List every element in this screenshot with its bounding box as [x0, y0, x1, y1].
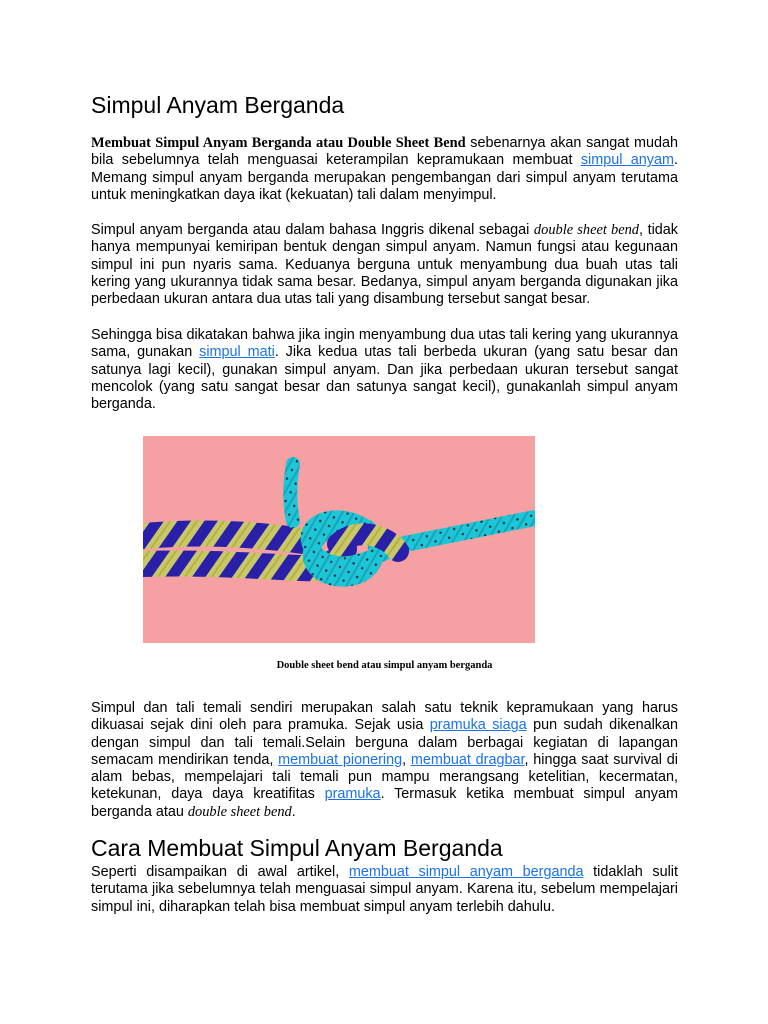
link-pramuka[interactable]: pramuka — [324, 786, 381, 803]
link-membuat-dragbar[interactable]: membuat dragbar — [410, 751, 525, 768]
knot-photo — [143, 436, 535, 643]
text-span: ketekunan, daya daya kreatifitas — [91, 786, 325, 803]
text-span: , tidak — [639, 222, 678, 238]
paragraph-howto — [91, 864, 678, 916]
text-line: Sehingga bisa dikatakan bahwa jika ingin menyambung dua utas tali kering yang ukurannya — [91, 327, 678, 343]
link-pramuka-siaga[interactable]: pramuka siaga — [429, 717, 527, 734]
text-span: sama, gunakan — [91, 344, 200, 361]
text-line — [91, 152, 678, 169]
paragraph-usage — [91, 327, 678, 413]
page-title: Simpul Anyam Berganda — [91, 92, 345, 118]
text-line — [91, 222, 678, 239]
text-line: alam bebas, mempelajari tali temali pun mampu merangsang ketelitian, kecermatan, — [91, 769, 678, 786]
text-span: . — [673, 152, 678, 169]
text-line: hanya mempunyai kemiripan bentuk dengan simpul anyam. Namun fungsi atau kegunaan — [91, 239, 678, 256]
link-membuat-simpul-anyam-berganda[interactable]: membuat simpul anyam berganda — [348, 864, 584, 880]
text-line — [91, 344, 678, 361]
text-line: kering yang ukurannya tidak sama besar. Bedanya, simpul anyam berganda digunakan jika — [91, 273, 678, 290]
text-span: Simpul anyam berganda atau dalam bahasa Inggris dikenal sebagai — [91, 222, 534, 238]
link-simpul-mati[interactable]: simpul mati — [199, 344, 275, 361]
text-line: untuk meningkatkan daya ikat (kekuatan) tali dalam menyimpul. — [91, 186, 497, 203]
text-span: , hingga saat survival di — [524, 751, 678, 768]
text-span: semacam mendirikan tenda, — [91, 751, 279, 768]
text-line — [91, 752, 678, 769]
text-line: perbedaan ukuran antara dua utas tali yang disambung tersebut sangat besar. — [91, 291, 591, 308]
text-span: , — [402, 751, 411, 768]
text-span: pun sudah dikenalkan — [526, 717, 678, 734]
text-span: Seperti disampaikan di awal artikel, — [91, 864, 349, 880]
text-line: Memang simpul anyam berganda merupakan pengembangan dari simpul anyam terutama — [91, 169, 678, 186]
text-line — [91, 864, 678, 881]
text-line: berganda. — [91, 396, 156, 413]
text-span: dikuasai sejak dini oleh para pramuka. Sejak usia — [91, 717, 430, 734]
italic-term: double sheet bend — [187, 803, 292, 820]
double-sheet-bend-illustration — [143, 436, 535, 643]
link-simpul-anyam[interactable]: simpul anyam — [580, 152, 674, 169]
text-span: berganda atau — [91, 803, 188, 820]
text-line: mencolok (yang satu sangat besar dan satunya sangat kecil), gunakanlah simpul anyam — [91, 378, 678, 395]
link-membuat-pionering[interactable]: membuat pionering — [278, 751, 403, 768]
text-line: simpul ini pun nyaris sama. Keduanya berguna untuk menyambung dua buah utas tali — [91, 256, 678, 273]
paragraph-definition — [91, 222, 678, 308]
text-line: Simpul dan tali temali sendiri merupakan salah satu teknik kepramukaan yang harus — [91, 700, 678, 716]
italic-term: double sheet bend — [533, 222, 640, 238]
text-line: satunya lagi kecil), gunakan simpul anyam. Dan jika perbedaan ukuran tersebut sangat — [91, 361, 678, 378]
text-span: bila sebelumnya telah menguasai keterampilan kepramukaan membuat — [91, 152, 581, 169]
figure-caption: Double sheet bend atau simpul anyam berganda — [276, 660, 493, 671]
thin-rope-tail — [290, 464, 293, 521]
text-line: simpul ini, diharapkan telah bisa membuat simpul anyam terlebih dahulu. — [91, 898, 555, 915]
text-line — [91, 717, 678, 734]
text-line — [91, 135, 678, 152]
section-heading: Cara Membuat Simpul Anyam Berganda — [91, 835, 503, 861]
text-span: . Termasuk ketika membuat simpul anyam — [380, 786, 678, 803]
thick-rope-loop — [338, 534, 398, 551]
paragraph-intro — [91, 135, 678, 204]
bold-lead-text: Membuat Simpul Anyam Berganda atau Double Sheet Bend — [91, 135, 466, 151]
paragraph-scouting — [91, 700, 678, 821]
thin-rope-right — [405, 518, 535, 544]
text-span: tidaklah sulit — [583, 864, 678, 880]
text-span: . — [291, 803, 296, 820]
text-line — [91, 786, 678, 803]
text-line — [91, 804, 678, 821]
text-line: dengan simpul dan tali temali.Selain berguna dalam berbagai kegiatan di lapangan — [91, 734, 678, 751]
text-span: sebenarnya akan sangat mudah — [465, 135, 678, 151]
thick-rope-upper — [143, 534, 303, 541]
text-line: terutama jika sebelumnya telah menguasai simpul anyam. Karena itu, sebelum mempelajari — [91, 881, 678, 898]
text-span: . Jika kedua utas tali berbeda ukuran (yang satu besar dan — [274, 344, 678, 361]
